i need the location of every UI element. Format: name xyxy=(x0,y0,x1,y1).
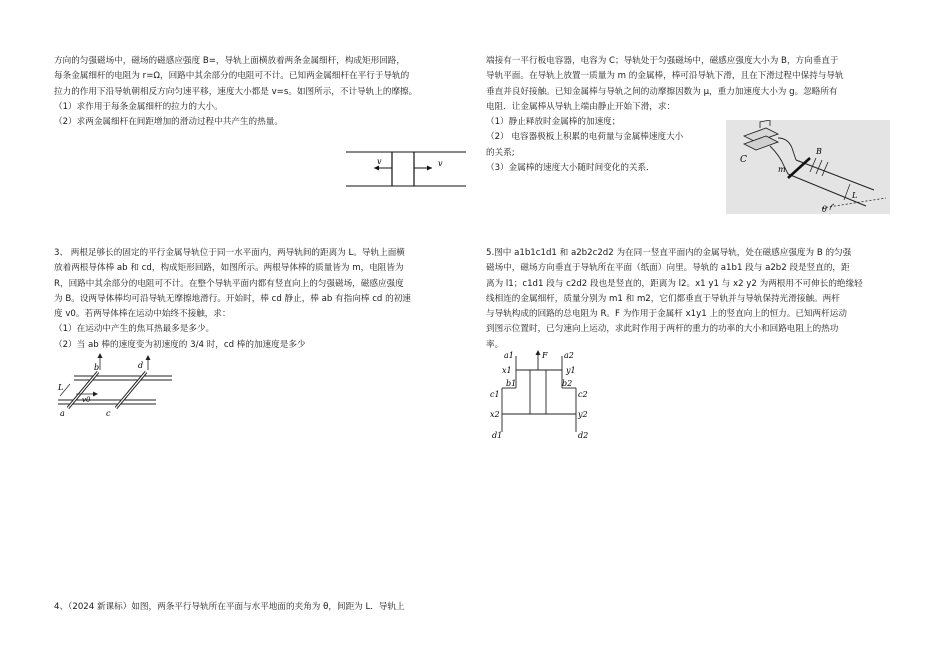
length-label: L xyxy=(58,383,64,392)
question-4 xyxy=(54,600,494,615)
label-x2: x2 xyxy=(490,410,500,419)
question-item: 的关系; xyxy=(486,147,515,158)
capacitor-label: C xyxy=(740,155,747,165)
text-line: 3、 两根足够长的固定的平行金属导轨位于同一水平面内，两导轨间的距离为 L。导轨上面横 xyxy=(54,248,405,258)
question-3 xyxy=(54,246,474,353)
label-F: F xyxy=(542,351,548,360)
label-b2: b2 xyxy=(562,379,573,388)
label-a2: a2 xyxy=(564,351,574,360)
question-item: （2）求两金属细杆在间距增加的滑动过程中共产生的热量。 xyxy=(54,117,283,128)
field-label: B xyxy=(816,147,822,156)
question-item: （1）求作用于每条金属细杆的拉力的大小。 xyxy=(54,101,223,112)
rods-rails-figure xyxy=(344,148,468,190)
text-line: 拉力的作用下沿导轨朝相反方向匀速平移，速度大小都是 v=s。如图所示，不计导轨上的摩擦。 xyxy=(54,86,418,97)
point-label-d: d xyxy=(138,361,144,370)
text-line: 端接有一平行板电容器，电容为 C；导轨处于匀强磁场中，磁感应强度大小为 B，方向垂直于 xyxy=(486,56,839,66)
stepped-rails-figure xyxy=(488,348,598,442)
text-line: 离为 l1；c1d1 段与 c2d2 段也是竖直的，距离为 l2。x1 y1 与 x2 y2 为两根用不可伸长的绝缘轻 xyxy=(486,278,863,289)
left-top-text xyxy=(54,54,474,130)
text-line: 与导轨构成的回路的总电阻为 R。F 为作用于金属杆 x1y1 上的竖直向上的恒力。已知两杆运动 xyxy=(486,309,847,320)
text-line: 方向的匀强磁场中，磁场的磁感应强度 B=，导轨上面横放着两条金属细杆，构成矩形回路， xyxy=(54,56,405,66)
text-line: 垂直并良好接触。已知金属棒与导轨之间的动摩擦因数为 μ，重力加速度大小为 g。忽略所有 xyxy=(486,86,838,97)
text-line: 到图示位置时，已匀速向上运动，求此时作用于两杆的重力的功率的大小和回路电阻上的热功 xyxy=(486,324,839,335)
text-line: R，回路中其余部分的电阻可不计。在整个导轨平面内都有竖直向上的匀强磁场，磁感应强度 xyxy=(54,278,404,289)
question-item: （2）当 ab 棒的速度变为初速度的 3/4 时，cd 棒的加速度是多少 xyxy=(54,339,306,350)
label-y2: y2 xyxy=(578,410,588,419)
right-top-text xyxy=(486,54,906,115)
velocity-label-right: v xyxy=(438,159,443,168)
label-x1: x1 xyxy=(502,366,512,375)
label-a1: a1 xyxy=(504,351,514,360)
question-item: （2） 电容器极板上积累的电荷量与金属棒速度大小 xyxy=(486,132,684,143)
point-label-a: a xyxy=(60,409,65,418)
text-line: 导轨平面。在导轨上放置一质量为 m 的金属棒，棒可沿导轨下滑，且在下滑过程中保持与导轨 xyxy=(486,71,844,82)
text-line: 率。 xyxy=(486,339,504,350)
text-line: 4、（2024 新课标）如图，两条平行导轨所在平面与水平地面的夹角为 θ，间距为 L．导轨上 xyxy=(54,602,405,612)
text-line: 磁场中，磁场方向垂直于导轨所在平面（纸面）向里。导轨的 a1b1 段与 a2b2 段是竖直的，距 xyxy=(486,263,850,274)
mass-label: m xyxy=(778,165,786,174)
capacitor-incline-figure xyxy=(726,120,890,214)
question-item: （1）静止释放时金属棒的加速度； xyxy=(486,117,621,127)
length-label: L xyxy=(852,191,858,200)
text-line: 度 v0。若两导体棒在运动中始终不接触，求： xyxy=(54,309,231,320)
angle-label: θ xyxy=(822,205,827,214)
label-y1: y1 xyxy=(566,366,576,375)
label-d1: d1 xyxy=(492,431,503,440)
parallel-rails-figure xyxy=(56,352,174,418)
point-label-b: b xyxy=(94,363,100,372)
label-c1: c1 xyxy=(490,390,500,399)
point-label-c: c xyxy=(106,409,111,418)
label-d2: d2 xyxy=(578,431,589,440)
label-b1: b1 xyxy=(506,379,517,388)
text-line: 每条金属细杆的电阻为 r=Ω，回路中其余部分的电阻可不计。已知两金属细杆在平行于导轨的 xyxy=(54,71,410,82)
question-item: （1）在运动中产生的焦耳热最多是多少。 xyxy=(54,324,215,335)
text-line: 5.图中 a1b1c1d1 和 a2b2c2d2 为在同一竖直平面内的金属导轨，处在磁感应强度为 B 的匀强 xyxy=(486,248,852,258)
text-line: 线相连的金属细杆，质量分别为 m1 和 m2，它们都垂直于导轨并与导轨保持光滑接触。两杆 xyxy=(486,293,840,304)
question-5 xyxy=(486,246,906,353)
text-line: 为 B。设两导体棒均可沿导轨无摩擦地滑行。开始时，棒 cd 静止，棒 ab 有指向棒 cd 的初速 xyxy=(54,293,411,304)
velocity-label-left: v xyxy=(377,157,382,166)
velocity-label: v0 xyxy=(82,396,91,404)
right-top-subquestions xyxy=(486,115,722,176)
text-line: 电阻．让金属棒从导轨上端由静止开始下滑，求： xyxy=(486,101,676,112)
label-c2: c2 xyxy=(578,390,588,399)
question-item: （3）金属棒的速度大小随时间变化的关系． xyxy=(486,162,655,173)
text-line: 放着两根导体棒 ab 和 cd，构成矩形回路，如图所示。两根导体棒的质量皆为 m，电阻皆为 xyxy=(54,263,404,274)
